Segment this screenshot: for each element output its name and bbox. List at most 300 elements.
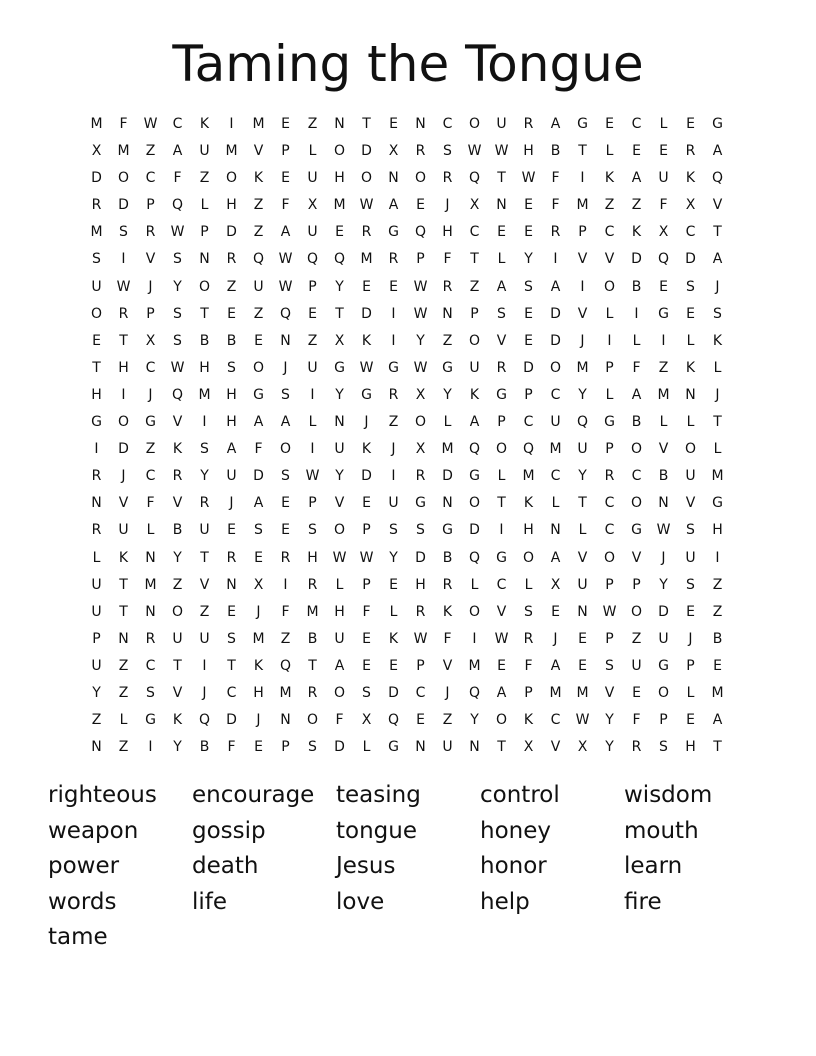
- grid-letter: D: [118, 197, 129, 214]
- grid-letter: X: [145, 332, 156, 349]
- grid-letter: W: [467, 143, 482, 160]
- grid-letter: K: [442, 603, 453, 620]
- grid-letter: O: [468, 603, 481, 620]
- grid-letter: M: [360, 251, 373, 268]
- grid-letter: O: [306, 712, 319, 729]
- grid-letter: U: [658, 630, 669, 647]
- grid-letter: A: [253, 495, 264, 512]
- grid-letter: R: [685, 143, 696, 160]
- grid-letter: Z: [226, 278, 237, 295]
- grid-letter: H: [253, 684, 264, 701]
- grid-letter: U: [91, 576, 102, 593]
- grid-letter: V: [577, 305, 588, 322]
- grid-letter: W: [521, 170, 536, 187]
- grid-letter: R: [172, 468, 183, 485]
- grid-letter: E: [524, 197, 533, 214]
- grid-letter: R: [280, 549, 291, 566]
- grid-letter: U: [199, 143, 210, 160]
- grid-letter: D: [469, 522, 480, 539]
- grid-letter: Q: [468, 684, 481, 701]
- grid-letter: A: [712, 712, 723, 729]
- grid-letter: A: [550, 116, 561, 132]
- grid-letter: I: [283, 576, 288, 593]
- grid-letter: L: [470, 576, 479, 593]
- grid-letter: I: [607, 332, 612, 349]
- grid-letter: N: [280, 712, 291, 729]
- grid-letter: R: [388, 386, 399, 403]
- grid-letter: N: [280, 332, 291, 349]
- grid-letter: Y: [605, 712, 614, 729]
- grid-letter: M: [306, 603, 319, 620]
- grid-letter: K: [199, 116, 210, 132]
- grid-letter: U: [685, 468, 696, 485]
- word-list-item: love: [336, 888, 385, 915]
- grid-letter: U: [307, 359, 318, 376]
- grid-letter: L: [389, 603, 398, 620]
- grid-letter: Z: [280, 630, 291, 647]
- grid-letter: D: [361, 305, 372, 322]
- grid-letter: I: [94, 441, 99, 458]
- grid-letter: Y: [335, 468, 344, 485]
- grid-letter: E: [686, 712, 695, 729]
- grid-letter: X: [91, 143, 102, 160]
- grid-letter: F: [119, 116, 128, 132]
- grid-letter: G: [469, 468, 480, 485]
- word-list-item: tame: [48, 924, 108, 951]
- grid-letter: T: [713, 414, 722, 431]
- grid-letter: K: [172, 712, 183, 729]
- word-list-item: teasing: [336, 782, 421, 808]
- grid-letter: E: [362, 630, 371, 647]
- grid-letter: K: [172, 441, 183, 458]
- grid-letter: G: [361, 386, 372, 403]
- grid-letter: A: [280, 414, 291, 431]
- grid-letter: K: [631, 224, 642, 241]
- grid-letter: U: [577, 576, 588, 593]
- grid-letter: A: [550, 549, 561, 566]
- grid-letter: L: [200, 197, 209, 214]
- grid-letter: F: [551, 197, 560, 214]
- grid-letter: G: [577, 116, 588, 132]
- grid-letter: D: [523, 359, 534, 376]
- grid-letter: C: [550, 712, 561, 729]
- grid-letter: W: [575, 712, 590, 729]
- grid-letter: O: [225, 170, 238, 187]
- grid-letter: S: [173, 251, 182, 268]
- grid-letter: F: [443, 630, 452, 647]
- grid-letter: Z: [658, 359, 669, 376]
- grid-letter: Z: [118, 739, 129, 756]
- grid-letter: R: [604, 468, 615, 485]
- grid-letter: M: [549, 684, 562, 701]
- grid-letter: S: [227, 630, 236, 647]
- grid-letter: U: [91, 603, 102, 620]
- grid-letter: Z: [145, 143, 156, 160]
- grid-letter: L: [362, 739, 371, 756]
- grid-letter: O: [684, 441, 697, 458]
- grid-letter: C: [226, 684, 237, 701]
- grid-letter: J: [553, 630, 558, 647]
- grid-letter: R: [523, 630, 534, 647]
- grid-letter: N: [415, 116, 426, 132]
- grid-letter: T: [92, 359, 101, 376]
- grid-letter: T: [200, 305, 209, 322]
- grid-letter: J: [661, 549, 666, 566]
- grid-letter: H: [334, 603, 345, 620]
- grid-letter: L: [92, 549, 101, 566]
- grid-letter: O: [171, 603, 184, 620]
- grid-letter: O: [279, 441, 292, 458]
- grid-letter: B: [307, 630, 318, 647]
- grid-letter: H: [442, 224, 453, 241]
- grid-letter: W: [413, 305, 428, 322]
- grid-letter: P: [308, 495, 317, 512]
- grid-letter: F: [632, 712, 641, 729]
- grid-letter: T: [497, 170, 506, 187]
- grid-letter: D: [361, 468, 372, 485]
- grid-letter: I: [472, 630, 477, 647]
- grid-letter: S: [92, 251, 101, 268]
- page-title: Taming the Tongue: [172, 35, 644, 93]
- grid-letter: Y: [335, 386, 344, 403]
- grid-letter: E: [578, 630, 587, 647]
- grid-letter: E: [389, 116, 398, 132]
- word-list-item: righteous: [48, 782, 157, 808]
- grid-letter: W: [413, 359, 428, 376]
- grid-letter: E: [551, 603, 560, 620]
- grid-letter: A: [226, 441, 237, 458]
- grid-letter: R: [91, 197, 102, 214]
- grid-letter: M: [441, 441, 454, 458]
- grid-letter: R: [145, 224, 156, 241]
- grid-letter: S: [200, 441, 209, 458]
- grid-letter: U: [334, 630, 345, 647]
- grid-letter: Y: [200, 468, 209, 485]
- grid-letter: O: [117, 414, 130, 431]
- grid-letter: R: [199, 495, 210, 512]
- grid-letter: S: [524, 278, 533, 295]
- grid-letter: G: [91, 414, 102, 431]
- grid-letter: H: [523, 522, 534, 539]
- grid-letter: U: [226, 468, 237, 485]
- grid-letter: Z: [118, 657, 129, 674]
- grid-letter: W: [413, 278, 428, 295]
- grid-letter: H: [226, 414, 237, 431]
- grid-letter: P: [578, 224, 587, 241]
- grid-letter: E: [578, 657, 587, 674]
- grid-letter: H: [91, 386, 102, 403]
- grid-letter: M: [333, 197, 346, 214]
- grid-letter: N: [118, 630, 129, 647]
- grid-letter: O: [414, 414, 427, 431]
- grid-letter: L: [308, 414, 317, 431]
- grid-letter: D: [226, 224, 237, 241]
- grid-letter: W: [332, 549, 347, 566]
- grid-letter: L: [686, 332, 695, 349]
- grid-letter: V: [199, 576, 210, 593]
- grid-letter: F: [254, 441, 263, 458]
- grid-letter: Z: [442, 712, 453, 729]
- grid-letter: W: [494, 630, 509, 647]
- grid-letter: S: [281, 386, 290, 403]
- grid-letter: Z: [604, 197, 615, 214]
- grid-letter: M: [576, 359, 589, 376]
- grid-letter: O: [630, 495, 643, 512]
- grid-letter: W: [170, 359, 185, 376]
- grid-letter: I: [391, 332, 396, 349]
- grid-letter: Q: [279, 305, 292, 322]
- grid-letter: R: [145, 630, 156, 647]
- grid-letter: E: [227, 305, 236, 322]
- grid-letter: U: [469, 359, 480, 376]
- grid-letter: S: [281, 468, 290, 485]
- grid-letter: M: [252, 630, 265, 647]
- grid-letter: O: [252, 359, 265, 376]
- grid-letter: P: [362, 576, 371, 593]
- grid-letter: L: [686, 414, 695, 431]
- grid-letter: P: [686, 657, 695, 674]
- grid-letter: A: [712, 251, 723, 268]
- grid-letter: V: [334, 495, 345, 512]
- grid-letter: S: [686, 522, 695, 539]
- word-list-item: help: [480, 888, 530, 915]
- grid-letter: Y: [524, 251, 533, 268]
- grid-letter: U: [388, 495, 399, 512]
- grid-letter: R: [415, 143, 426, 160]
- grid-letter: L: [146, 522, 155, 539]
- grid-letter: U: [253, 278, 264, 295]
- grid-letter: M: [468, 657, 481, 674]
- grid-letter: S: [308, 522, 317, 539]
- grid-letter: B: [226, 332, 237, 349]
- grid-letter: I: [310, 386, 315, 403]
- grid-letter: I: [121, 251, 126, 268]
- grid-letter: W: [656, 522, 671, 539]
- grid-letter: O: [630, 441, 643, 458]
- grid-letter: X: [361, 712, 372, 729]
- grid-letter: P: [524, 684, 533, 701]
- grid-letter: X: [388, 143, 399, 160]
- grid-letter: R: [523, 116, 534, 132]
- grid-letter: Z: [631, 197, 642, 214]
- grid-letter: D: [658, 603, 669, 620]
- grid-letter: S: [686, 278, 695, 295]
- grid-letter: O: [198, 278, 211, 295]
- grid-letter: F: [524, 657, 533, 674]
- grid-letter: G: [631, 522, 642, 539]
- grid-letter: R: [361, 224, 372, 241]
- grid-letter: U: [442, 739, 453, 756]
- grid-letter: P: [146, 305, 155, 322]
- grid-letter: Y: [659, 576, 668, 593]
- grid-letter: D: [631, 251, 642, 268]
- grid-letter: L: [119, 712, 128, 729]
- grid-letter: K: [685, 359, 696, 376]
- grid-letter: H: [712, 522, 723, 539]
- grid-letter: H: [226, 386, 237, 403]
- grid-letter: W: [170, 224, 185, 241]
- grid-letter: Q: [171, 197, 184, 214]
- grid-letter: Y: [578, 386, 587, 403]
- grid-letter: L: [497, 468, 506, 485]
- grid-letter: G: [388, 359, 399, 376]
- grid-letter: H: [334, 170, 345, 187]
- grid-letter: B: [631, 414, 642, 431]
- grid-letter: Z: [253, 224, 264, 241]
- grid-letter: X: [415, 386, 426, 403]
- grid-letter: J: [283, 359, 288, 376]
- grid-letter: D: [388, 684, 399, 701]
- grid-letter: O: [603, 278, 616, 295]
- grid-letter: A: [334, 657, 345, 674]
- grid-letter: W: [143, 116, 158, 132]
- grid-letter: D: [415, 549, 426, 566]
- grid-letter: K: [523, 712, 534, 729]
- grid-letter: T: [335, 305, 344, 322]
- grid-letter: W: [413, 630, 428, 647]
- grid-letter: P: [470, 305, 479, 322]
- grid-letter: D: [442, 468, 453, 485]
- grid-letter: B: [199, 332, 210, 349]
- grid-letter: E: [227, 603, 236, 620]
- grid-letter: K: [685, 170, 696, 187]
- grid-letter: Q: [468, 441, 481, 458]
- grid-letter: M: [576, 684, 589, 701]
- grid-letter: X: [685, 197, 696, 214]
- grid-letter: C: [145, 657, 156, 674]
- grid-letter: E: [686, 305, 695, 322]
- word-list: [48, 778, 768, 956]
- grid-letter: I: [634, 305, 639, 322]
- grid-letter: S: [686, 576, 695, 593]
- grid-letter: T: [713, 224, 722, 241]
- grid-letter: E: [254, 739, 263, 756]
- grid-letter: N: [496, 197, 507, 214]
- grid-letter: F: [173, 170, 182, 187]
- grid-letter: G: [388, 739, 399, 756]
- grid-letter: P: [605, 441, 614, 458]
- grid-letter: Q: [576, 414, 589, 431]
- grid-letter: V: [145, 251, 156, 268]
- grid-letter: L: [605, 386, 614, 403]
- grid-letter: Q: [414, 224, 427, 241]
- grid-letter: U: [658, 170, 669, 187]
- grid-letter: W: [359, 197, 374, 214]
- grid-letter: Z: [307, 332, 318, 349]
- grid-letter: E: [281, 495, 290, 512]
- grid-letter: T: [308, 657, 317, 674]
- grid-letter: C: [469, 224, 480, 241]
- grid-letter: R: [307, 684, 318, 701]
- grid-letter: T: [497, 495, 506, 512]
- grid-letter: H: [199, 359, 210, 376]
- grid-letter: O: [468, 495, 481, 512]
- grid-letter: T: [227, 657, 236, 674]
- grid-letter: Q: [657, 251, 670, 268]
- grid-letter: A: [469, 414, 480, 431]
- grid-letter: I: [715, 549, 720, 566]
- grid-letter: E: [659, 278, 668, 295]
- grid-letter: E: [686, 603, 695, 620]
- grid-letter: T: [713, 739, 722, 756]
- grid-letter: I: [202, 657, 207, 674]
- grid-letter: O: [333, 684, 346, 701]
- word-list-item: words: [48, 888, 117, 915]
- grid-letter: A: [496, 684, 507, 701]
- grid-letter: C: [550, 468, 561, 485]
- grid-letter: V: [631, 549, 642, 566]
- grid-letter: B: [442, 549, 453, 566]
- grid-letter: T: [578, 143, 587, 160]
- grid-letter: P: [524, 386, 533, 403]
- grid-letter: J: [715, 386, 720, 403]
- word-list-item: life: [192, 888, 228, 915]
- grid-letter: R: [307, 576, 318, 593]
- grid-letter: R: [118, 305, 129, 322]
- grid-letter: V: [172, 495, 183, 512]
- grid-letter: E: [389, 576, 398, 593]
- grid-letter: V: [496, 603, 507, 620]
- grid-letter: N: [334, 116, 345, 132]
- grid-letter: T: [119, 332, 128, 349]
- grid-letter: T: [470, 251, 479, 268]
- grid-letter: M: [90, 116, 103, 132]
- grid-letter: Y: [605, 739, 614, 756]
- grid-letter: K: [712, 332, 723, 349]
- grid-letter: S: [227, 359, 236, 376]
- grid-letter: E: [497, 224, 506, 241]
- grid-letter: Q: [252, 251, 265, 268]
- grid-letter: L: [308, 143, 317, 160]
- grid-letter: M: [198, 386, 211, 403]
- grid-letter: J: [256, 603, 261, 620]
- grid-letter: X: [334, 332, 345, 349]
- grid-letter: E: [362, 278, 371, 295]
- grid-letter: P: [605, 576, 614, 593]
- grid-letter: N: [226, 576, 237, 593]
- grid-letter: L: [713, 359, 722, 376]
- grid-letter: O: [495, 441, 508, 458]
- grid-letter: Q: [198, 712, 211, 729]
- grid-letter: C: [415, 684, 426, 701]
- grid-letter: N: [442, 495, 453, 512]
- grid-letter: W: [278, 278, 293, 295]
- grid-letter: F: [659, 197, 668, 214]
- grid-letter: Z: [253, 305, 264, 322]
- grid-letter: Y: [335, 278, 344, 295]
- grid-letter: L: [551, 495, 560, 512]
- grid-letter: C: [496, 576, 507, 593]
- grid-letter: O: [630, 603, 643, 620]
- grid-letter: E: [686, 116, 695, 132]
- grid-letter: L: [659, 414, 668, 431]
- grid-letter: V: [253, 143, 264, 160]
- grid-letter: I: [553, 251, 558, 268]
- grid-letter: L: [659, 116, 668, 132]
- grid-letter: G: [658, 657, 669, 674]
- grid-letter: O: [414, 170, 427, 187]
- grid-letter: U: [172, 630, 183, 647]
- grid-letter: J: [148, 278, 153, 295]
- grid-letter: G: [442, 522, 453, 539]
- word-list-item: gossip: [192, 817, 266, 844]
- grid-letter: I: [148, 739, 153, 756]
- grid-letter: U: [685, 549, 696, 566]
- grid-letter: K: [604, 170, 615, 187]
- word-list-item: tongue: [336, 817, 417, 844]
- grid-letter: Q: [468, 170, 481, 187]
- grid-letter: S: [713, 305, 722, 322]
